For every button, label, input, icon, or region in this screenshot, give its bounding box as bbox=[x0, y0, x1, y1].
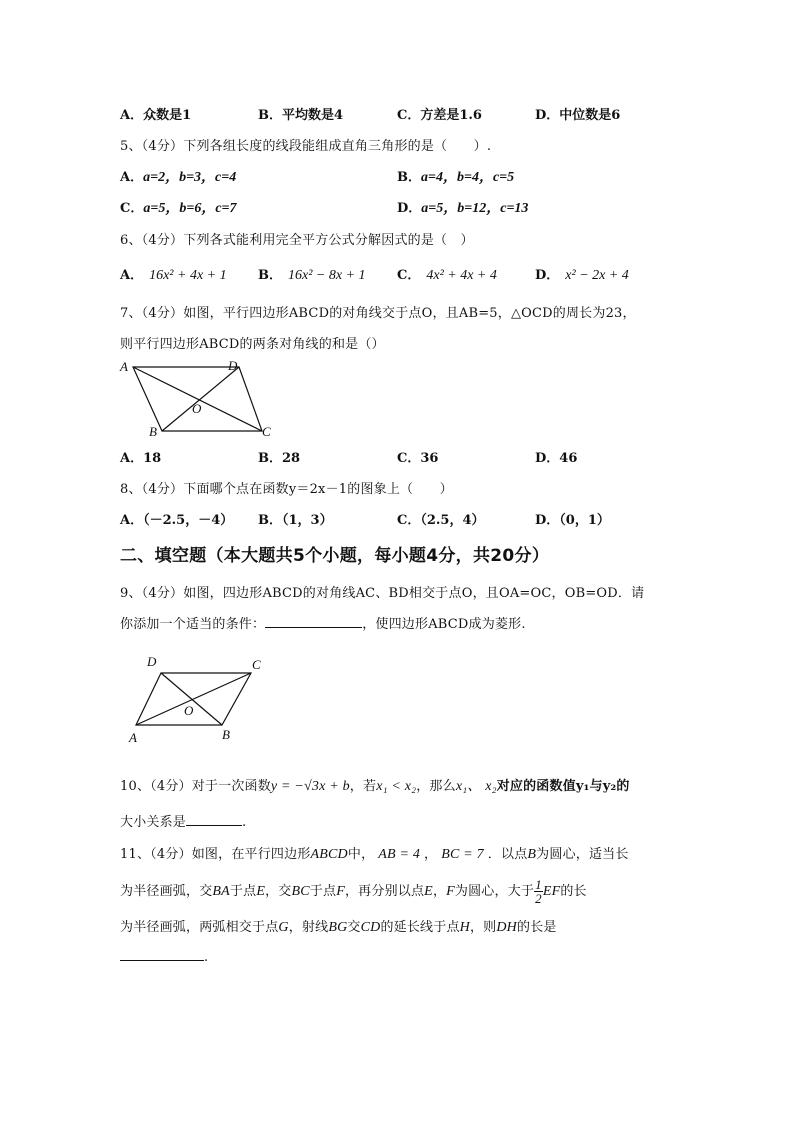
q11-line1 bbox=[120, 843, 629, 863]
q11-l3-dh: DH bbox=[496, 920, 517, 935]
q10-mid1: ，若 bbox=[349, 779, 377, 794]
q4-option-d: D．中位数是6 bbox=[535, 108, 621, 123]
q11-l3-h: H bbox=[459, 920, 470, 935]
q11-l2-ef: EF bbox=[542, 884, 561, 899]
q7-diagonal-bd bbox=[162, 367, 239, 431]
q7-option-c: C．36 bbox=[397, 451, 439, 466]
q5-option-d-text: a=5，b=12，c=13 bbox=[421, 201, 529, 216]
q6-stem: 6、（4分）下列各式能利用完全平方公式分解因式的是（ ） bbox=[120, 233, 474, 248]
q4-option-c: C．方差是1.6 bbox=[397, 108, 482, 123]
q11-frac-den: 2 bbox=[535, 891, 542, 906]
q11-l3-end: 的长是 bbox=[517, 920, 557, 935]
q11-l2-bc: BC bbox=[291, 884, 310, 899]
q11-l3-g: G bbox=[278, 920, 289, 935]
q9-answer-blank[interactable] bbox=[265, 615, 362, 628]
q6-option-c-math: 4x² + 4x + 4 bbox=[426, 268, 497, 283]
q10-stem-line1 bbox=[120, 775, 630, 795]
q8-option-d: D．（0，1） bbox=[535, 513, 610, 528]
q8-option-a: A．（－2.5，－4） bbox=[120, 513, 234, 528]
q11-l2-pre: 为半径画弧，交 bbox=[120, 884, 213, 899]
q11-answer-blank[interactable] bbox=[120, 948, 204, 961]
section-heading-fill-in: 二、填空题（本大题共5个小题，每小题4分，共20分） bbox=[120, 546, 550, 566]
q11-l3-m1: ，射线 bbox=[288, 920, 329, 935]
q11-l4-end: . bbox=[204, 950, 209, 965]
q6-option-a bbox=[120, 264, 227, 284]
q10-mid2: ，那么 bbox=[416, 779, 456, 794]
q11-l3-m3: 的延长线于点 bbox=[380, 920, 460, 935]
q5-option-b bbox=[397, 166, 514, 186]
q8-option-b: B．（1，3） bbox=[258, 513, 333, 528]
q11-l1-abcd: ABCD bbox=[310, 847, 348, 862]
q11-l3-bg: BG bbox=[328, 920, 348, 935]
q11-l2-m3: 于点 bbox=[309, 884, 337, 899]
q10-vars: x₁、 x₂ bbox=[455, 779, 497, 794]
q6-option-d-math: x² − 2x + 4 bbox=[565, 268, 629, 283]
q5-option-a bbox=[120, 166, 236, 186]
q11-l1-post: ．以点 bbox=[487, 847, 528, 862]
q5-option-b-text: a=4，b=4，c=5 bbox=[421, 170, 515, 185]
q8-option-c: C．（2.5，4） bbox=[397, 513, 485, 528]
q11-l3-cd: CD bbox=[360, 920, 381, 935]
q10-stem-line2 bbox=[120, 811, 246, 830]
q6-option-d bbox=[535, 264, 629, 284]
q7-label-a: A bbox=[120, 359, 128, 374]
q5-option-b-label: B． bbox=[397, 170, 421, 185]
q5-option-c-label: C． bbox=[120, 201, 144, 216]
q11-l1-ab: AB = 4 bbox=[378, 847, 421, 862]
q5-option-d-label: D． bbox=[397, 201, 422, 216]
q6-option-b bbox=[258, 264, 366, 284]
q7-stem-line1: 7、（4分）如图，平行四边形ABCD的对角线交于点O，且AB=5，△OCD的周长为23， bbox=[120, 306, 636, 321]
q9-quadrilateral-figure bbox=[120, 650, 280, 745]
q11-l2-f: F bbox=[336, 884, 345, 899]
q10-function: y = −√3x + b bbox=[270, 779, 350, 794]
q7-label-o: O bbox=[192, 401, 202, 416]
q11-l1-bc: BC = 7 bbox=[441, 847, 484, 862]
q11-l2-m2: ，交 bbox=[265, 884, 292, 899]
q11-l2-m4: ，再分别以点 bbox=[344, 884, 425, 899]
q9-stem-line2-pre: 你添加一个适当的条件： bbox=[120, 617, 266, 632]
q7-label-b: B bbox=[149, 424, 157, 439]
q11-l1-mid: 中， bbox=[347, 847, 375, 862]
q11-l2-m1: 于点 bbox=[229, 884, 257, 899]
q6-option-b-math: 16x² − 8x + 1 bbox=[288, 268, 366, 283]
q11-l1-sep: ， bbox=[424, 847, 438, 862]
q5-option-c-text: a=5，b=6，c=7 bbox=[143, 201, 237, 216]
q9-stem-line2-post: ，使四边形ABCD成为菱形. bbox=[362, 617, 526, 632]
q5-stem: 5、（4分）下列各组长度的线段能组成直角三角形的是（ ）. bbox=[120, 139, 492, 154]
q5-option-a-label: A． bbox=[120, 170, 144, 185]
q11-l3-m4: ，则 bbox=[469, 920, 497, 935]
q7-option-b: B．28 bbox=[258, 451, 301, 466]
q11-l2-m5: ， bbox=[432, 884, 447, 899]
q9-label-b: B bbox=[222, 727, 230, 742]
q11-l2-f2: F bbox=[446, 884, 455, 899]
q8-stem: 8、（4分）下面哪个点在函数y＝2x－1的图象上（ ） bbox=[120, 482, 453, 497]
q10-end: . bbox=[242, 815, 247, 830]
q11-line2 bbox=[120, 878, 587, 905]
q6-option-c bbox=[397, 264, 497, 284]
q6-option-d-label: D． bbox=[535, 268, 560, 283]
q9-stem-line2 bbox=[120, 613, 526, 632]
q10-stem-pre: 10、（4分）对于一次函数 bbox=[120, 779, 271, 794]
q11-line4 bbox=[120, 948, 208, 965]
q6-option-b-label: B． bbox=[258, 268, 282, 283]
q5-option-a-text: a=2，b=3，c=4 bbox=[143, 170, 237, 185]
q10-line2: 大小关系是 bbox=[120, 815, 187, 830]
q6-option-a-label: A． bbox=[120, 268, 144, 283]
q11-l2-e: E bbox=[256, 884, 266, 899]
q10-condition: x₁ < x₂ bbox=[376, 779, 417, 794]
q9-label-o: O bbox=[184, 703, 194, 718]
q11-frac-num: 1 bbox=[535, 877, 542, 892]
q11-l2-end: 的长 bbox=[560, 884, 587, 899]
q7-parallelogram-figure bbox=[112, 354, 292, 444]
q7-label-d: D bbox=[228, 358, 238, 373]
q10-post: 对应的函数值y₁与y₂的 bbox=[496, 779, 630, 794]
q7-option-d: D．46 bbox=[535, 451, 578, 466]
q7-option-a: A．18 bbox=[120, 451, 162, 466]
q9-label-a: A bbox=[129, 730, 137, 745]
q11-fraction-half bbox=[534, 878, 543, 905]
q6-option-c-label: C． bbox=[397, 268, 421, 283]
q11-l3-m2: 交 bbox=[347, 920, 361, 935]
q11-l3-pre: 为半径画弧，两弧相交于点 bbox=[120, 920, 279, 935]
q9-stem-line1: 9、（4分）如图，四边形ABCD的对角线AC、BD相交于点O，且OA=OC，OB=OD．请 bbox=[120, 586, 645, 601]
q4-option-a: A．众数是1 bbox=[120, 108, 192, 123]
q5-option-d bbox=[397, 197, 528, 217]
q7-stem-line2: 则平行四边形ABCD的两条对角线的和是（） bbox=[120, 337, 385, 352]
q11-l1-pre: 11、（4分）如图，在平行四边形 bbox=[120, 847, 311, 862]
q11-l1-end: 为圆心，适当长 bbox=[536, 847, 629, 862]
q11-l2-e2: E bbox=[424, 884, 433, 899]
q11-l2-ba: BA bbox=[212, 884, 230, 899]
q9-diagonal-ac bbox=[136, 673, 251, 725]
q11-line3 bbox=[120, 916, 557, 936]
q11-l2-m6: 为圆心，大于 bbox=[454, 884, 535, 899]
q11-l1-b: B bbox=[527, 847, 537, 862]
q10-answer-blank[interactable] bbox=[186, 813, 242, 826]
q5-option-c bbox=[120, 197, 237, 217]
q7-label-c: C bbox=[262, 424, 271, 439]
q4-option-b: B．平均数是4 bbox=[258, 108, 344, 123]
q6-option-a-math: 16x² + 4x + 1 bbox=[149, 268, 227, 283]
q9-label-c: C bbox=[252, 657, 261, 672]
q9-label-d: D bbox=[147, 654, 157, 669]
